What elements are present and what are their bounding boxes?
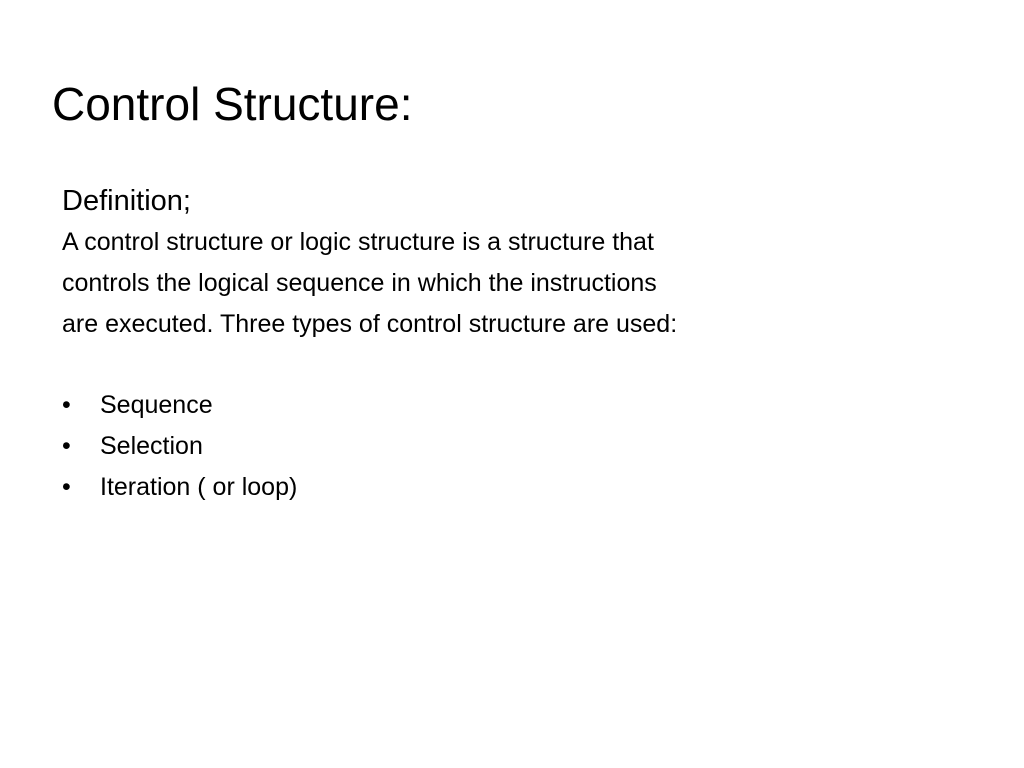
list-item-label: Selection bbox=[100, 432, 203, 460]
bullet-icon: • bbox=[62, 473, 71, 501]
bullet-icon: • bbox=[62, 391, 71, 419]
definition-line-3: are executed. Three types of control structure are used: bbox=[62, 310, 678, 338]
list-item-label: Sequence bbox=[100, 391, 213, 419]
definition-heading: Definition; bbox=[62, 185, 191, 217]
list-item-label: Iteration ( or loop) bbox=[100, 473, 298, 501]
list-item-sequence bbox=[62, 385, 862, 426]
definition-line-1: A control structure or logic structure is a structure that bbox=[62, 228, 654, 256]
slide-title: Control Structure: bbox=[52, 78, 413, 130]
definition-line-2: controls the logical sequence in which the instructions bbox=[62, 269, 657, 297]
bullet-icon: • bbox=[62, 432, 71, 460]
slide-content bbox=[62, 180, 862, 508]
control-structure-types-list bbox=[62, 385, 862, 508]
list-item-selection bbox=[62, 426, 862, 467]
list-item-iteration bbox=[62, 467, 862, 508]
